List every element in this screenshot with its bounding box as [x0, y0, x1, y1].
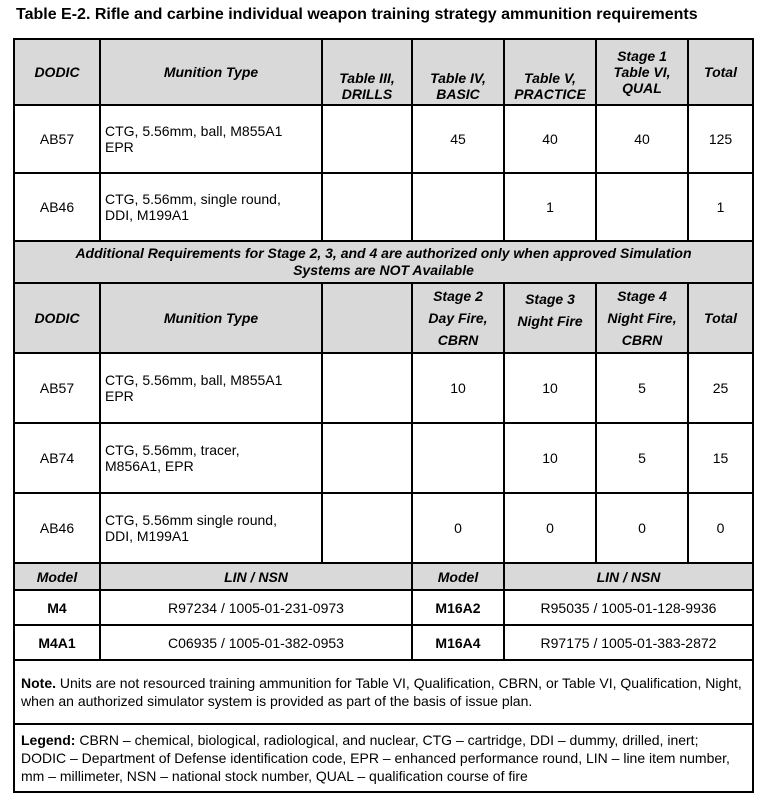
table-iv-cell — [412, 173, 504, 241]
header-munition-type: Munition Type — [100, 283, 322, 353]
total-cell: 25 — [688, 353, 753, 423]
table-vi-cell — [596, 173, 688, 241]
stage-4-cell: 0 — [596, 493, 688, 563]
stage-2-cell — [412, 423, 504, 493]
table-row — [14, 423, 753, 493]
stage-4-cell: 5 — [596, 353, 688, 423]
lin-nsn-cell: R97175 / 1005-01-383-2872 — [504, 625, 753, 660]
table-vi-cell: 40 — [596, 105, 688, 173]
model-row — [14, 625, 753, 660]
dodic-cell: AB74 — [14, 423, 100, 493]
note-row — [14, 660, 753, 724]
stage-2-cell: 0 — [412, 493, 504, 563]
table-iii-cell — [322, 105, 412, 173]
dodic-cell: AB57 — [14, 105, 100, 173]
additional-requirements-row — [14, 241, 753, 283]
stage2-header-row — [14, 283, 753, 353]
model-cell: M16A2 — [412, 590, 504, 625]
table-iii-cell — [322, 173, 412, 241]
lin-nsn-cell: C06935 / 1005-01-382-0953 — [100, 625, 412, 660]
munition-cell: CTG, 5.56mm, ball, M855A1 EPR — [100, 105, 322, 173]
legend-label: Legend: — [21, 732, 76, 748]
header-stage-4: Stage 4 Night Fire, CBRN — [596, 283, 688, 353]
table-row — [14, 353, 753, 423]
header-total: Total — [688, 39, 753, 105]
total-cell: 15 — [688, 423, 753, 493]
ammunition-table — [13, 38, 754, 793]
header-table-v: Table V, PRACTICE — [504, 39, 596, 105]
additional-requirements-banner: Additional Requirements for Stage 2, 3, and 4 are authorized only when approved Simulation Systems are NOT Available — [14, 241, 753, 283]
blank-cell — [322, 493, 412, 563]
stage1-header-row — [14, 39, 753, 105]
header-model: Model — [14, 563, 100, 590]
header-munition-type: Munition Type — [100, 39, 322, 105]
header-table-iv: Table IV, BASIC — [412, 39, 504, 105]
total-cell: 0 — [688, 493, 753, 563]
note-cell — [14, 660, 753, 724]
note-text: Units are not resourced training ammunition for Table VI, Qualification, CBRN, or Table VI, Qualification, Night, when an authorized simulator system is provided as part of the basis of issue plan. — [21, 675, 742, 709]
table-row — [14, 493, 753, 563]
total-cell: 1 — [688, 173, 753, 241]
header-total: Total — [688, 283, 753, 353]
total-cell: 125 — [688, 105, 753, 173]
header-lin-nsn: LIN / NSN — [100, 563, 412, 590]
table-iv-cell: 45 — [412, 105, 504, 173]
table-v-cell: 40 — [504, 105, 596, 173]
header-stage-3: Stage 3 Night Fire — [504, 283, 596, 353]
lin-nsn-cell: R95035 / 1005-01-128-9936 — [504, 590, 753, 625]
lin-nsn-cell: R97234 / 1005-01-231-0973 — [100, 590, 412, 625]
munition-cell: CTG, 5.56mm, ball, M855A1 EPR — [100, 353, 322, 423]
header-dodic: DODIC — [14, 283, 100, 353]
blank-cell — [322, 423, 412, 493]
stage-4-cell: 5 — [596, 423, 688, 493]
table-title: Table E-2. Rifle and carbine individual weapon training strategy ammunition requirements — [16, 6, 698, 23]
dodic-cell: AB46 — [14, 493, 100, 563]
header-lin-nsn: LIN / NSN — [504, 563, 753, 590]
header-dodic: DODIC — [14, 39, 100, 105]
stage-3-cell: 10 — [504, 353, 596, 423]
model-header-row — [14, 563, 753, 590]
header-model: Model — [412, 563, 504, 590]
dodic-cell: AB46 — [14, 173, 100, 241]
table-v-cell: 1 — [504, 173, 596, 241]
header-stage-2: Stage 2 Day Fire, CBRN — [412, 283, 504, 353]
model-cell: M16A4 — [412, 625, 504, 660]
legend-text: CBRN – chemical, biological, radiological, and nuclear, CTG – cartridge, DDI – dummy, drilled, inert; DODIC – Department of Defense identification code, EPR – enhanced performance round, LIN – line item number, mm – millimeter, NSN – national stock number, QUAL – qualification course of fire — [21, 732, 730, 784]
stage-3-cell: 0 — [504, 493, 596, 563]
stage-2-cell: 10 — [412, 353, 504, 423]
table-row — [14, 105, 753, 173]
model-row — [14, 590, 753, 625]
munition-cell: CTG, 5.56mm, single round, DDI, M199A1 — [100, 173, 322, 241]
header-table-vi: Stage 1 Table VI, QUAL — [596, 39, 688, 105]
legend-cell — [14, 724, 753, 792]
model-cell: M4 — [14, 590, 100, 625]
munition-cell: CTG, 5.56mm, tracer, M856A1, EPR — [100, 423, 322, 493]
header-blank — [322, 283, 412, 353]
dodic-cell: AB57 — [14, 353, 100, 423]
legend-row — [14, 724, 753, 792]
blank-cell — [322, 353, 412, 423]
model-cell: M4A1 — [14, 625, 100, 660]
table-row — [14, 173, 753, 241]
munition-cell: CTG, 5.56mm single round, DDI, M199A1 — [100, 493, 322, 563]
note-label: Note. — [21, 675, 56, 691]
stage-3-cell: 10 — [504, 423, 596, 493]
header-table-iii: Table III, DRILLS — [322, 39, 412, 105]
